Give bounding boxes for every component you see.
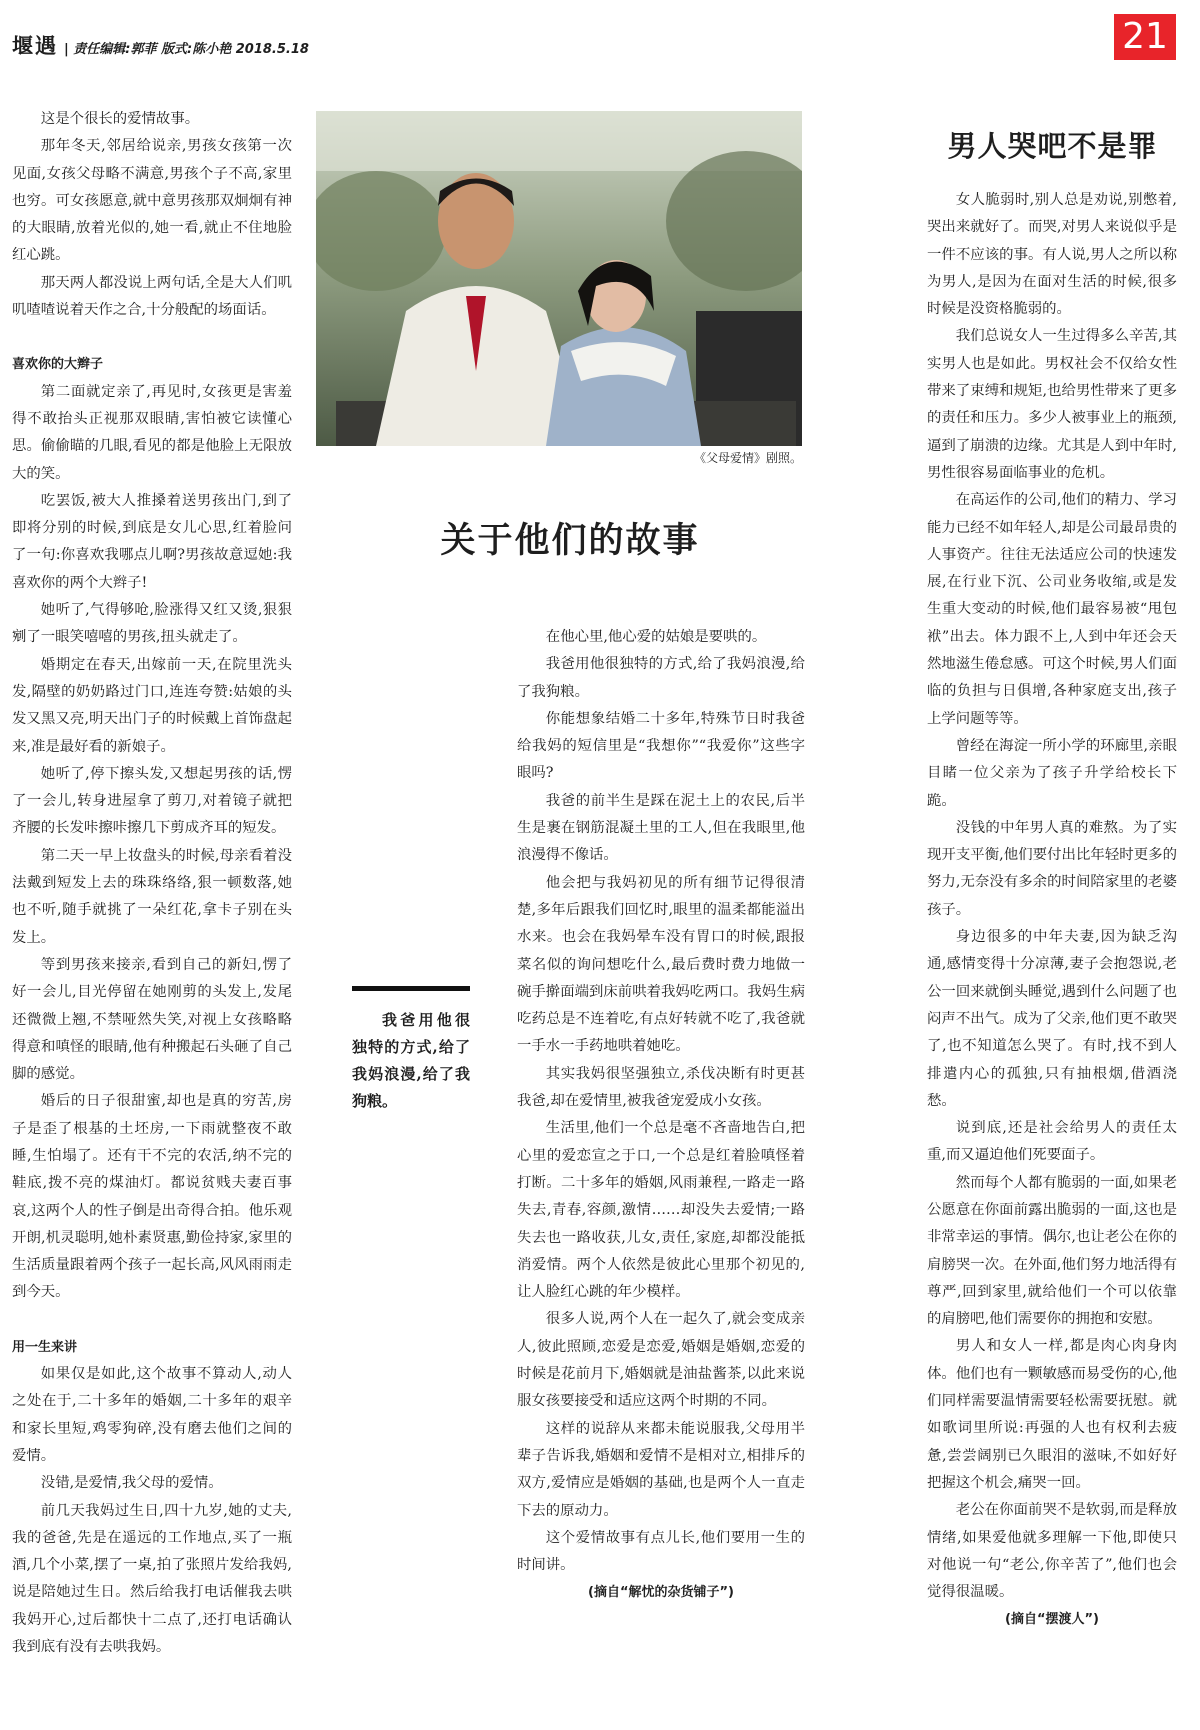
page-header	[12, 30, 309, 60]
paragraph: 老公在你面前哭不是软弱,而是释放情绪,如果爱他就多理解一下他,即使只对他说一句“老公,你辛苦了”,他们也会觉得很温暖。	[927, 1502, 1177, 1601]
pull-quote-rule	[352, 986, 470, 991]
story1-column-1	[12, 106, 292, 1661]
story2-source: (摘自“摆渡人”)	[1005, 1612, 1099, 1628]
paragraph: 第二面就定亲了,再见时,女孩更是害羞得不敢抬头正视那双眼睛,害怕被它读懂心思。偷偷瞄的几眼,看见的都是他脸上无限放大的笑。	[12, 383, 292, 482]
paragraph: 你能想象结婚二十多年,特殊节日时我爸给我妈的短信里是“我想你”“我爱你”这些字眼吗?	[517, 710, 805, 782]
paragraph: 前几天我妈过生日,四十九岁,她的丈夫,我的爸爸,先是在遥远的工作地点,买了一瓶酒,几个小菜,摆了一桌,拍了张照片发给我妈,说是陪她过生日。然后给我打电话催我去哄我妈开心,过后都快十二点了,还打电话确认我到底有没有去哄我妈。	[12, 1502, 292, 1656]
story1-intro	[12, 106, 292, 324]
paragraph: 在他心里,他心爱的姑娘是要哄的。	[545, 629, 767, 645]
paragraph: 如果仅是如此,这个故事不算动人,动人之处在于,二十多年的婚姻,二十多年的艰辛和家长里短,鸡零狗碎,没有磨去他们之间的爱情。	[12, 1366, 292, 1464]
story2-column	[927, 187, 1177, 1634]
paragraph: 这样的说辞从来都未能说服我,父母用半辈子告诉我,婚姻和爱情不是相对立,相排斥的双方,爱情应是婚姻的基础,也是两个人一直走下去的原动力。	[517, 1420, 805, 1519]
paragraph: 我们总说女人一生过得多么辛苦,其实男人也是如此。男权社会不仅给女性带来了束缚和规矩,也给男性带来了更多的责任和压力。多少人被事业上的瓶颈,逼到了崩溃的边缘。尤其是人到中年时,男性很容易面临事业的危机。	[927, 328, 1177, 481]
paragraph: 婚后的日子很甜蜜,却也是真的穷苦,房子是歪了根基的土坯房,一下雨就整夜不敢睡,生怕塌了。还有干不完的农活,纳不完的鞋底,拨不亮的煤油灯。都说贫贱夫妻百事哀,这两个人的性子倒是出奇得合拍。他乐观开朗,机灵聪明,她朴素贤惠,勤俭持家,家里的生活质量跟着两个孩子一起长高,风风雨雨走到今天。	[12, 1093, 292, 1301]
story1-title: 关于他们的故事	[440, 520, 700, 561]
pull-quote: 我爸用他很独特的方式,给了我妈浪漫,给了我狗粮。	[352, 1011, 470, 1110]
paragraph: 说到底,还是社会给男人的责任太重,而又逼迫他们死要面子。	[927, 1120, 1177, 1164]
paragraph: 这是个很长的爱情故事。	[40, 111, 200, 127]
page-number: 21	[1114, 14, 1176, 60]
paragraph: 在高运作的公司,他们的精力、学习能力已经不如年轻人,却是公司最昂贵的人事资产。往往无法适应公司的快速发展,在行业下沉、公司业务收缩,或是发生重大变动的时候,他们最容易被“甩包袱”出去。体力跟不上,人到中年还会天然地滋生倦怠感。可这个时候,男人们面临的负担与日俱增,各种家庭支出,孩子上学问题等等。	[927, 492, 1177, 727]
section-name: 堰遇	[12, 34, 58, 58]
paragraph: 我爸用他很独特的方式,给了我妈浪漫,给了我狗粮。	[517, 656, 805, 700]
paragraph: 其实我妈很坚强独立,杀伐决断有时更甚我爸,却在爱情里,被我爸宠爱成小女孩。	[517, 1065, 805, 1110]
paragraph: 身边很多的中年夫妻,因为缺乏沟通,感情变得十分凉薄,妻子会抱怨说,老公一回来就倒头睡觉,遇到什么问题了也闷声不出气。成为了父亲,他们更不敢哭了,也不知道怎么哭了。有时,找不到人排遣内心的孤独,只有抽根烟,借酒浇愁。	[927, 929, 1177, 1109]
paragraph: 第二天一早上妆盘头的时候,母亲看着没法戴到短发上去的珠珠络络,狠一顿数落,她也不听,随手就挑了一朵红花,拿卡子别在头发上。	[12, 847, 292, 946]
paragraph: 生活里,他们一个总是毫不吝啬地告白,把心里的爱恋宣之于口,一个总是红着脸嗔怪着打断。二十多年的婚姻,风雨兼程,一路走一路失去,青春,容颜,激情……却没失去爱情;一路失去也一路收获,儿女,责任,家庭,却都没能抵消爱情。两个人依然是彼此心里那个初见的,让人脸红心跳的年少模样。	[517, 1120, 805, 1301]
photo-caption: 《父母爱情》剧照。	[693, 451, 802, 465]
paragraph: 她听了,气得够呛,脸涨得又红又烫,狠狠剜了一眼笑嘻嘻的男孩,扭头就走了。	[12, 602, 292, 646]
paragraph: 那年冬天,邻居给说亲,男孩女孩第一次见面,女孩父母略不满意,男孩个子不高,家里也穷。可女孩愿意,就中意男孩那双炯炯有神的大眼睛,放着光似的,她一看,就止不住地脸红心跳。	[12, 138, 292, 264]
story2-title: 男人哭吧不是罪	[947, 129, 1158, 163]
paragraph: 女人脆弱时,别人总是劝说,别憋着,哭出来就好了。而哭,对男人来说似乎是一件不应该的事。有人说,男人之所以称为男人,是因为在面对生活的时候,很多时候是没资格脆弱的。	[927, 192, 1177, 318]
paragraph: 很多人说,两个人在一起久了,就会变成亲人,彼此照顾,恋爱是恋爱,婚姻是婚姻,恋爱的时候是花前月下,婚姻就是油盐酱茶,以此来说服女孩要接受和适应这两个时期的不同。	[517, 1311, 805, 1410]
paragraph: 没错,是爱情,我父母的爱情。	[40, 1475, 223, 1492]
paragraph: 吃罢饭,被大人推搡着送男孩出门,到了即将分别的时候,到底是女儿心思,红着脸问了一句:你喜欢我哪点儿啊?男孩故意逗她:我喜欢你的两个大辫子!	[12, 492, 292, 591]
paragraph: 婚期定在春天,出嫁前一天,在院里洗头发,隔壁的奶奶路过门口,连连夸赞:姑娘的头发又黑又亮,明天出门子的时候戴上首饰盘起来,准是最好看的新娘子。	[12, 656, 292, 755]
paragraph: 我爸的前半生是踩在泥土上的农民,后半生是裹在钢筋混凝土里的工人,但在我眼里,他浪漫得不像话。	[517, 792, 805, 864]
paragraph: 他会把与我妈初见的所有细节记得很清楚,多年后跟我们回忆时,眼里的温柔都能溢出水来。也会在我妈晕车没有胃口的时候,跟报菜名似的询问想吃什么,最后费时费力地做一碗手擀面端到床前哄着我妈吃两口。我妈生病吃药总是不连着吃,有点好转就不吃了,我爸就一手水一手药地哄着她吃。	[517, 874, 805, 1055]
paragraph: 这个爱情故事有点儿长,他们要用一生的时间讲。	[517, 1529, 805, 1574]
paragraph: 等到男孩来接亲,看到自己的新妇,愣了好一会儿,目光停留在她刚剪的头发上,发尾还微微上翘,不禁哑然失笑,对视上女孩略略得意和嗔怪的眼睛,他有种搬起石头砸了自己脚的感觉。	[12, 956, 292, 1083]
paragraph: 然而每个人都有脆弱的一面,如果老公愿意在你面前露出脆弱的一面,这也是非常幸运的事情。偶尔,也让老公在你的肩膀哭一次。在外面,他们努力地活得有尊严,回到家里,就给他们一个可以依靠的肩膀吧,他们需要你的拥抱和安慰。	[927, 1174, 1177, 1328]
paragraph: 男人和女人一样,都是肉心肉身肉体。他们也有一颗敏感而易受伤的心,他们同样需要温情需要轻松需要抚慰。就如歌词里所说:再强的人也有权利去疲惫,尝尝阔别已久眼泪的滋味,不如好好把握这个机会,痛哭一回。	[927, 1338, 1177, 1491]
paragraph: 曾经在海淀一所小学的环廊里,亲眼目睹一位父亲为了孩子升学给校长下跪。	[927, 737, 1177, 809]
drama-still-photo	[316, 111, 802, 446]
subhead-lifetime: 用一生来讲	[12, 1339, 78, 1355]
editor-meta: | 责任编辑:郭菲 版式:陈小艳 2018.5.18	[64, 42, 309, 57]
paragraph: 她听了,停下擦头发,又想起男孩的话,愣了一会儿,转身进屋拿了剪刀,对着镜子就把齐腰的长发咔擦咔擦几下剪成齐耳的短发。	[12, 765, 292, 837]
story1-column-2	[517, 624, 805, 1607]
photo-illustration	[316, 111, 802, 446]
paragraph: 那天两人都没说上两句话,全是大人们叽叽喳喳说着天作之合,十分般配的场面话。	[12, 274, 292, 319]
subhead-braids: 喜欢你的大辫子	[12, 357, 104, 373]
paragraph: 没钱的中年男人真的难熬。为了实现开支平衡,他们要付出比年轻时更多的努力,无奈没有多余的时间陪家里的老婆孩子。	[927, 819, 1177, 918]
story1-source: (摘自“解忧的杂货铺子”)	[588, 1585, 734, 1601]
